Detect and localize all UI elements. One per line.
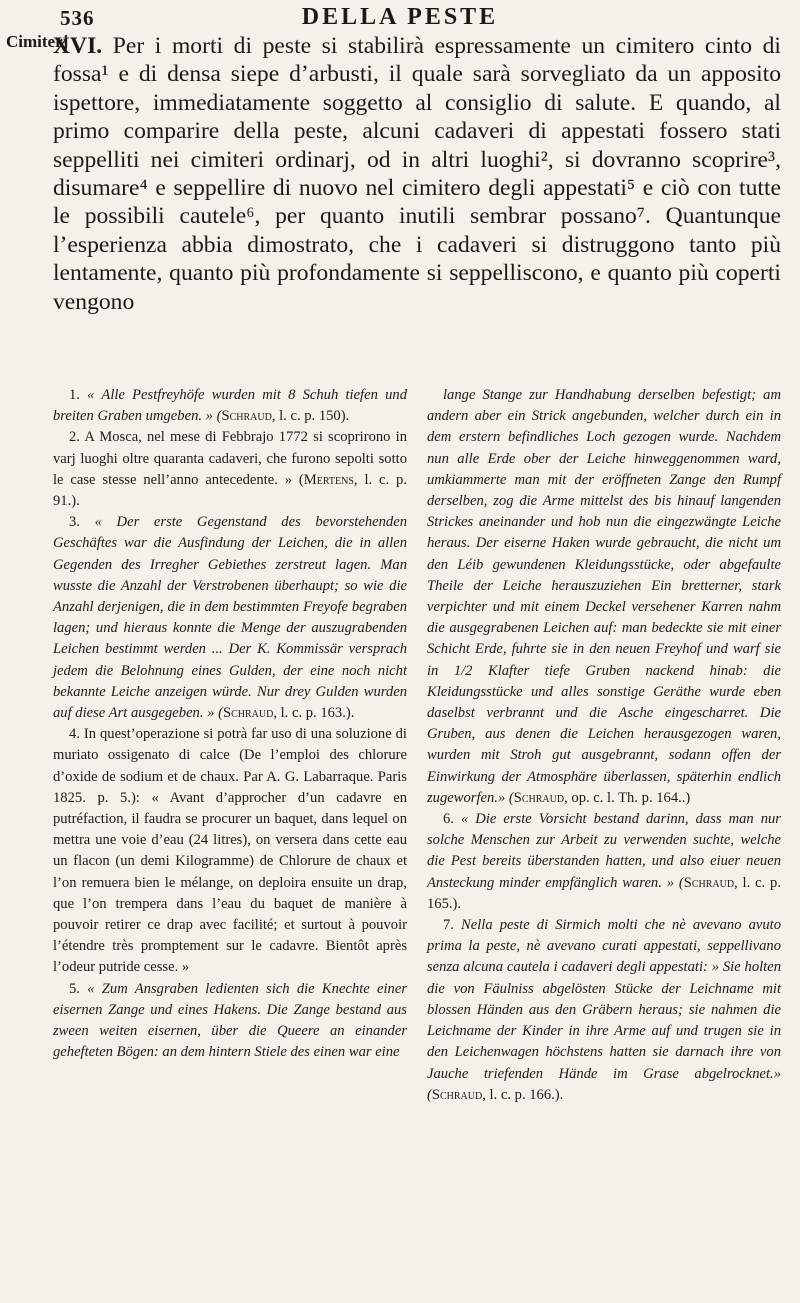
- footnotes: [53, 385, 781, 1106]
- footnote: [427, 809, 781, 915]
- footnote-text: Nella peste di Sirmich molti che nè avevano avuto prima la peste, nè avevano curati appestati, seppellivano senza alcuna cautela i cadaveri degli appestati: » Sie holten die von Fäulniss abgelösten Stücke der Leichname mit blossen Händen aus den Gräbern heraus; sie nahmen die Leichname der Kinder in ihre Arme auf und trugen sie in den Leichenwagen höchstens hatten sie darnach ihre von Jauche triefenden Hände im Grase abgelrocknet.» (: [427, 917, 782, 1103]
- footnote: [427, 385, 781, 809]
- footnote-mark: 2.: [69, 429, 80, 446]
- footnote-mark: 5.: [69, 980, 80, 997]
- paragraph-number: XVI.: [53, 33, 103, 59]
- footnote-mark: 4.: [69, 726, 80, 743]
- footnote-text: In quest’operazione si potrà far uso di una soluzione di muriato ossigenato di calce (De l’emploi des chlorure d’oxide de sodium et de chaux. Par A. G. Labarraque. Paris 1825. p. 5.): « Avant d’approcher d’un cadavre en putréfaction, il faudra se procurer un baquet, dans lequel on mettra une voie d’eau (24 litres), on versera dans cette eau un flacon (un demi Kilogramme) de Chlorure de chaux et l’on remuera bien le mélange, on deploira ensuite un drap, que l’on trempera dans l’eau du baquet de manière à pouvoir retirer ce drap avec facilité; et surtout à pouvoir l’étendre très promptement sur le cadavre. Bientôt après l’odeur putride cesse. »: [53, 726, 407, 976]
- footnote-ref: , l. c. p. 166.).: [482, 1086, 564, 1103]
- footnote: [53, 724, 407, 978]
- running-title: DELLA PESTE: [301, 4, 499, 30]
- footnote-mark: 6.: [443, 811, 454, 828]
- footnote-column-left: [53, 385, 407, 1106]
- footnote-ref: , l. c. p. 150).: [271, 408, 350, 425]
- page-number: 536: [60, 6, 95, 30]
- footnote: [427, 915, 781, 1106]
- footnote-mark: 1.: [69, 387, 80, 403]
- margin-note: Cimiterj: [6, 32, 69, 51]
- footnote-text: « Zum Ansgraben ledienten sich die Knechte einer eisernen Zange und eines Hakens. Die Zange bestand aus zween weiten eisernen, über die Queere an einander gehefteten Bögen: an dem hintern Stiele des einen war eine: [53, 980, 407, 1061]
- footnote-text: A Mosca, nel mese di Febbrajo 1772 si scoprirono in varj luoghi oltre quaranta cadaveri, che furono sepolti sotto le case stesse nell’anno antecedente. » (: [53, 429, 408, 488]
- footnote-text: lange Stange zur Handhabung derselben befestigt; am andern aber ein Strick angebunden, welcher durch ein in dem erstern befindliches Loch gezogen wurde. Nachdem nun alle Erde ober der Leiche hinweggenommen ward, umkiammerte man mit der eröffneten Zange den Rumpf derselben, zog die Arme mittelst des bis hinauf langenden Strickes aneinander und hob nun die eingezwängte Leiche heraus. Der eiserne Haken wurde gebraucht, die nicht um den Léib gewundenen Kleidungsstücke, oder abgefaulte Theile der Leiche herauszuziehen Ein bretterner, stark verpichter und mit einem Deckel versehener Karren nahm die ausgegrabenen Leichen auf: man bedeckte sie mit einer Schicht Erde, fuhrte sie in den neuen Freyhof und warf sie in 1/2 Klafter tiefe Gruben nackend hinab: die Kleidungsstücke und alles sonstige Geräthe wurde eben daselbst verbrannt und die Asche eingescharret. Die Gruben, aus denen die Leichen herausgezogen waren, wurden mit Stroh gut ausgebrannt, sodann offen der Einwirkung der Atmosphäre überlassen, späterhin endlich zugeworfen.» (: [427, 387, 781, 806]
- footnote-text: « Alle Pestfreyhöfe wurden mit 8 Schuh tiefen und breiten Graben umgeben. » (: [53, 387, 407, 425]
- footnote-ref: , l. c. p. 91.).: [53, 471, 407, 510]
- footnote: [53, 512, 407, 724]
- footnote: [53, 427, 407, 512]
- footnote-source: Schraud: [221, 408, 272, 425]
- footnote-ref: , op. c. l. Th. p. 164..): [564, 789, 691, 806]
- footnote-source: Schraud: [431, 1086, 483, 1103]
- footnote: [53, 385, 407, 427]
- footnote-column-right: [427, 385, 781, 1106]
- main-paragraph: [53, 32, 781, 316]
- footnote-source: Schraud: [683, 874, 735, 891]
- footnote-ref: , l. c. p. 165.).: [427, 874, 781, 912]
- footnote: [53, 979, 407, 1064]
- footnote-source: Schraud: [222, 705, 274, 722]
- paragraph-text: Per i morti di peste si stabilirà espressamente un cimitero cinto di fossa¹ e di densa siepe d’arbusti, il quale sarà sorvegliato da un apposito ispettore, immediatamente soggetto al consiglio di salute. E quando, al primo comparire della peste, alcuni cadaveri di appestati fossero stati seppelliti nei cimiteri ordinarj, od in altri luoghi², si dovranno scoprire³, disumare⁴ e seppellire di nuovo nel cimitero degli appestati⁵ e ciò con tutte le possibili cautele⁶, per quanto inutili sembrar possano⁷. Quantunque l’esperienza abbia dimostrato, che i cadaveri si distruggono tanto più lentamente, quanto più profondamente si seppelliscono, e quanto più coperti vengono: [53, 33, 781, 315]
- footnote-text: « Die erste Vorsicht bestand darinn, dass man nur solche Menschen zur Arbeit zu verwenden suchte, welche die Pest bereits überstanden hatten, und also eiuer neuen Ansteckung minder empfänglich waren. » (: [427, 811, 781, 891]
- footnote-source: Mertens: [303, 471, 354, 488]
- footnote-mark: 3.: [69, 514, 80, 531]
- footnote-ref: , l. c. p. 163.).: [273, 705, 355, 722]
- footnote-mark: 7.: [443, 917, 454, 934]
- footnote-text: « Der erste Gegenstand des bevorstehenden Geschäftes war die Ausfindung der Leichen, die in allen Gegenden des Irregher Gebiethes zerstreut lagen. Man wusste die Anzahl der Verstrobenen überhaupt; so wie die Anzahl derjenigen, die in dem bestimmten Freyofe begraben lagen; und hieraus konnte die Menge der auszugrabenden Leichen bestimmt werden ... Der K. Kommissär versprach jedem die Belohnung eines Gulden, der eine noch nicht bekannte Leiche anzeigen würde. Nur drey Gulden wurden auf diese Art ausgegeben. » (: [53, 514, 407, 722]
- footnote-source: Schraud: [513, 789, 565, 806]
